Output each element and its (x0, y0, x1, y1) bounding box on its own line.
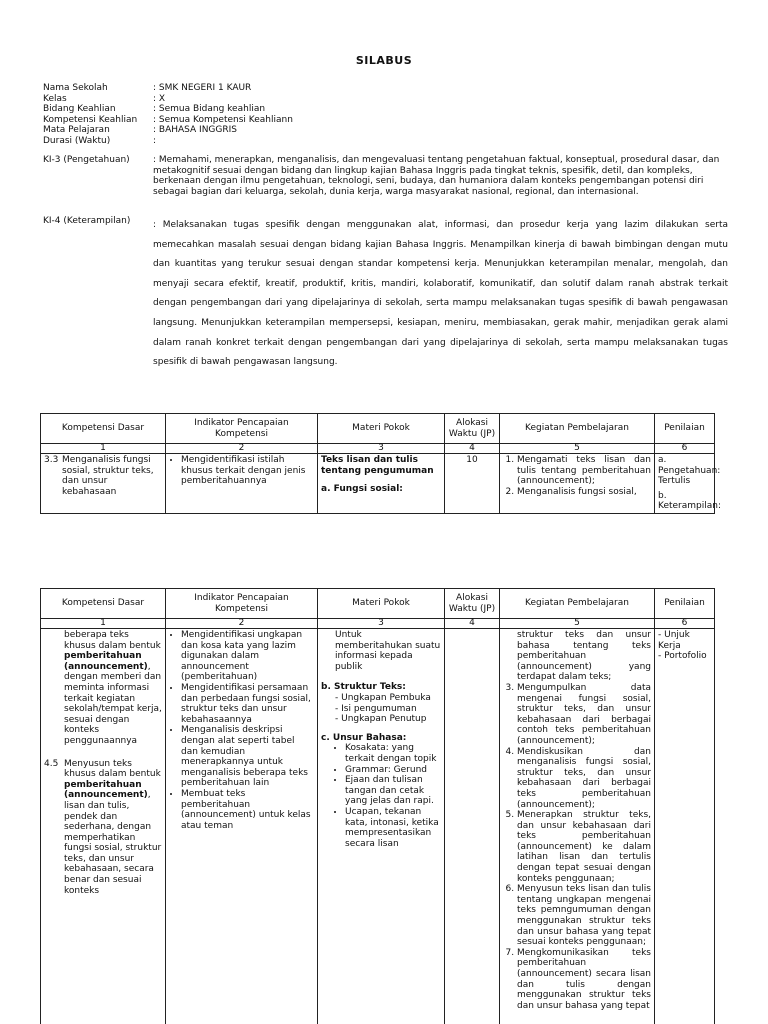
header-cell: Indikator Pencapaian Kompetensi (166, 414, 318, 444)
indicator-item: • Mengidentifikasi persamaan dan perbedaan fungsi sosial, struktur teks dan unsur kebahasaannya (181, 683, 314, 725)
table-header-row (41, 589, 715, 619)
kd-text: beberapa teks khusus dalam bentuk (64, 630, 161, 651)
meta-value: : Semua Kompetensi Keahliann (153, 114, 293, 125)
materi-item: • Ejaan dan tulisan tangan dan cetak yang jelas dan rapi. (345, 775, 441, 807)
indicator-cell (166, 629, 318, 1024)
materi-item: - Ungkapan Penutup (335, 714, 441, 725)
column-number-row (41, 619, 715, 629)
table-row (41, 629, 715, 1024)
indicator-item: • Mengidentifikasi ungkapan dan kosa kata yang lazim digunakan dalam announcement (pemberitahuan) (181, 630, 314, 683)
kegiatan-item: 6. Menyusun teks lisan dan tulis tentang ungkapan mengenai teks pemngumuman dengan menggunakan struktur teks dan unsur bahasa yang tepat sesuai konteks penggunaan; (517, 884, 651, 948)
column-number: 2 (166, 619, 318, 629)
penilaian-item: b. Keterampilan: (658, 490, 722, 512)
meta-value: : Semua Bidang keahlian (153, 104, 266, 114)
meta-value: : BAHASA INGGRIS (153, 125, 238, 135)
header-cell: Materi Pokok (318, 589, 445, 619)
header-cell: Kegiatan Pembelajaran (500, 589, 655, 619)
header-cell: Kompetensi Dasar (41, 414, 166, 444)
column-number: 4 (445, 619, 500, 629)
materi-title: Teks lisan dan tulis tentang pengumuman (321, 455, 434, 476)
meta-value: : (153, 135, 157, 146)
column-number: 6 (655, 444, 715, 454)
penilaian-item: - Portofolio (658, 651, 707, 662)
header-cell: Kegiatan Pembelajaran (500, 414, 655, 444)
kd-text: , lisan dan tulis, pendek dan sederhana, dengan memperhatikan fungsi sosial, struktur teks, dan unsur kebahasaan, secara benar dan sesuai konteks (64, 790, 162, 896)
meta-value: : X (153, 93, 166, 104)
header-cell: Materi Pokok (318, 414, 445, 444)
column-number: 1 (41, 619, 166, 629)
silabus-table-2 (40, 588, 715, 1024)
meta-label: Nama Sekolah (43, 83, 108, 93)
column-number: 4 (445, 444, 500, 454)
alokasi-cell (445, 629, 500, 1024)
materi-cell (318, 629, 445, 1024)
document-title: SILABUS (355, 54, 413, 67)
header-cell: Penilaian (655, 414, 715, 444)
materi-item: • Ucapan, tekanan kata, intonasi, ketika mempresentasikan secara lisan (345, 807, 441, 849)
indicator-item: • Membuat teks pemberitahuan (announcement) untuk kelas atau teman (181, 789, 314, 831)
materi-item: - Ungkapan Pembuka (335, 693, 441, 704)
penilaian-item: - Unjuk Kerja (658, 630, 690, 651)
kd-text: , dengan memberi dan meminta informasi terkait kegiatan sekolah/tempat kerja, sesuai dengan konteks penggunaannya (64, 661, 162, 746)
header-cell: Kompetensi Dasar (41, 589, 166, 619)
kegiatan-item: 4. Mendiskusikan dan menganalisis fungsi sosial, struktur teks, dan unsur kebahasaan dari berbagai teks pemberitahuan (announcement); (517, 747, 651, 811)
header-cell: Indikator Pencapaian Kompetensi (166, 589, 318, 619)
kegiatan-item: 2. Menganalisis fungsi sosial, (517, 487, 651, 498)
materi-item: • Grammar: Gerund (345, 765, 441, 776)
meta-label: Bidang Keahlian (43, 104, 116, 114)
materi-heading: a. Fungsi sosial: (321, 484, 403, 495)
column-number: 5 (500, 619, 655, 629)
penilaian-cell (655, 629, 715, 1024)
kegiatan-cell (500, 629, 655, 1024)
kd-block (44, 630, 162, 747)
column-number: 5 (500, 444, 655, 454)
header-cell: Penilaian (655, 589, 715, 619)
meta-label: Kompetensi Keahlian (43, 114, 138, 125)
kegiatan-item: 3. Mengumpulkan data mengenai fungsi sosial, struktur teks, dan unsur kebahasaan dari berbagai contoh teks pemberitahuan (announcement); (517, 683, 651, 747)
kegiatan-continuation: struktur teks dan unsur bahasa tentang teks pemberitahuan (announcement) yang terdapat dalam teks; (517, 630, 651, 683)
meta-label: Mata Pelajaran (43, 125, 110, 135)
materi-item: • Kosakata: yang terkait dengan topik (345, 743, 441, 764)
alokasi-cell: 10 (445, 454, 500, 514)
kegiatan-item: 1. Mengamati teks lisan dan tulis tentang pemberitahuan (announcement); (517, 455, 651, 487)
kd-text: Menganalisis fungsi sosial, struktur teks, dan unsur kebahasaan (62, 455, 154, 497)
meta-label: Kelas (43, 93, 67, 104)
materi-heading: b. Struktur Teks: (321, 682, 406, 693)
materi-intro: Untuk memberitahukan suatu informasi kepada publik (335, 630, 441, 672)
kegiatan-item: 7. Mengkomunikasikan teks pemberitahuan (announcement) secara lisan dan tulis dengan menggunakan struktur teks dan unsur bahasa yang tepat (517, 948, 651, 1012)
ki4-label: KI-4 (Keterampilan) (43, 216, 131, 226)
materi-item: - Isi pengumuman (335, 704, 441, 715)
ki4-text: : Melaksanakan tugas spesifik dengan menggunakan alat, informasi, dan prosedur kerja yang lazim dilakukan serta memecahkan masalah sesuai dengan bidang kajian Bahasa Inggris. Menampilkan kinerja di bawah bimbingan dengan mutu dan kuantitas yang terukur sesuai dengan standar kompetensi kerja. Menunjukkan keterampilan menalar, mengolah, dan menyaji secara efektif, kreatif, produktif, kritis, mandiri, kolaboratif, komunikatif, dan solutif dalam ranah abstrak terkait dengan pengembangan dari yang dipelajarinya di sekolah, serta mampu melaksanakan tugas spesifik di bawah pengawasan langsung. Menunjukkan keterampilan mempersepsi, kesiapan, meniru, membiasakan, gerak mahir, menjadikan gerak alami dalam ranah konkret terkait dengan pengembangan dari yang dipelajarinya di sekolah, serta mampu melaksanakan tugas spesifik di bawah pengawasan langsung. (153, 220, 728, 368)
column-number: 1 (41, 444, 166, 454)
indicator-item: • Menganalisis deskripsi dengan alat seperti tabel dan kemudian menerapkannya untuk menganalisis beberapa teks pemberitahuan lain (181, 725, 314, 789)
indicator-item: • Mengidentifikasi istilah khusus terkait dengan jenis pemberitahuannya (181, 455, 314, 487)
column-number: 3 (318, 619, 445, 629)
kd-text: Menyusun teks khusus dalam bentuk (64, 758, 161, 780)
header-cell: Alokasi Waktu (JP) (445, 414, 500, 444)
materi-heading: c. Unsur Bahasa: (321, 732, 407, 743)
column-number: 6 (655, 619, 715, 629)
kd-text-bold: pemberitahuan (announcement) (64, 779, 148, 801)
kd-number: 4.5 (44, 758, 59, 769)
column-number: 3 (318, 444, 445, 454)
kd-text-bold: pemberitahuan (announcement) (64, 651, 148, 672)
ki3-label: KI-3 (Pengetahuan) (43, 155, 130, 165)
meta-label: Durasi (Waktu) (43, 135, 111, 146)
kd-cell (41, 629, 166, 1024)
header-cell: Alokasi Waktu (JP) (445, 589, 500, 619)
kd-number: 3.3 (44, 455, 59, 465)
penilaian-item: a. Pengetahuan: Tertulis (658, 455, 721, 487)
kegiatan-item: 5. Menerapkan struktur teks, dan unsur kebahasaan dari teks pemberitahuan (announcement) ke dalam latihan lisan dan tertulis dengan tepat sesuai dengan konteks penggunaan; (517, 810, 651, 884)
meta-value: : SMK NEGERI 1 KAUR (153, 83, 252, 93)
column-number: 2 (166, 444, 318, 454)
kd-block (44, 759, 162, 897)
ki3-text: : Memahami, menerapkan, menganalisis, dan mengevaluasi tentang pengetahuan faktual, konseptual, prosedural dasar, dan metakognitif sesuai dengan bidang dan lingkup kajian Bahasa Inggris pada tingkat teknis, spesifik, detil, dan kompleks, berkenaan dengan ilmu pengetahuan, teknologi, seni, budaya, dan humaniora dalam konteks pengembangan potensi diri sebagai bagian dari keluarga, sekolah, dunia kerja, warga masyarakat nasional, regional, dan internasional. (153, 155, 720, 197)
